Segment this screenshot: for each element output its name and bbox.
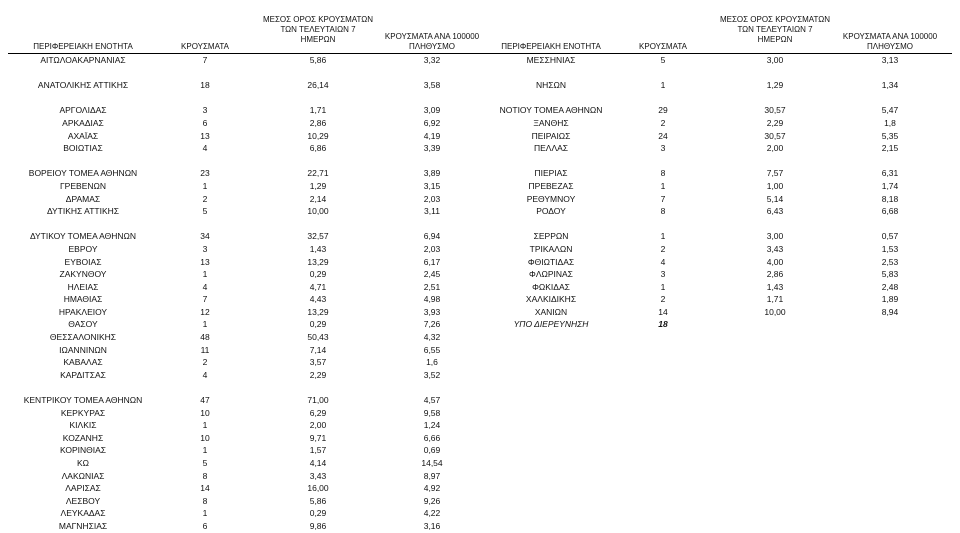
left-avg-cell: 1,43 (309, 243, 327, 254)
left-region-cell: ΖΑΚΥΝΘΟΥ (59, 269, 107, 280)
left-per100k-cell: 6,17 (423, 256, 441, 267)
left-cases-cell: 2 (202, 357, 208, 368)
left-cases-cell: 13 (200, 256, 210, 267)
right-region-cell: ΦΘΙΩΤΙΔΑΣ (527, 256, 575, 267)
left-header-per100k (372, 32, 492, 52)
right-avg-cell: 6,43 (766, 206, 784, 217)
row-spacer (170, 92, 240, 105)
left-cases-cell: 18 (200, 80, 210, 91)
left-avg-cell: 0,29 (309, 319, 327, 330)
left-avg-cell: 9,86 (309, 520, 327, 531)
right-per100k-cell: 1,8 (884, 117, 896, 128)
left-cases-cell: 5 (202, 458, 208, 468)
left-avg-cell: 6,86 (309, 143, 327, 154)
left-region-cell: ΑΝΑΤΟΛΙΚΗΣ ΑΤΤΙΚΗΣ (37, 80, 129, 91)
right-header-avg (705, 15, 845, 45)
right-header-per100k (830, 32, 950, 52)
left-per100k-cell: 4,92 (423, 483, 441, 494)
right-cases-cell: 1 (660, 231, 666, 242)
right-per100k-cell: 6,31 (881, 168, 899, 179)
left-avg-cell: 5,86 (309, 495, 327, 506)
row-spacer (476, 92, 626, 105)
left-avg-cell: 4,71 (309, 281, 327, 292)
left-per100k-cell: 3,89 (423, 168, 441, 179)
row-spacer (170, 381, 240, 394)
right-per100k-cell: 1,74 (881, 180, 899, 191)
right-region-cell: ΥΠΟ ΔΙΕΡΕΥΝΗΣΗ (513, 319, 589, 330)
left-region-column (8, 54, 158, 533)
left-cases-cell: 8 (202, 495, 208, 506)
row-spacer (278, 381, 358, 394)
right-cases-cell: 2 (660, 294, 666, 305)
row-spacer (170, 155, 240, 168)
left-cases-cell: 47 (200, 395, 210, 406)
left-per100k-cell: 6,55 (423, 344, 441, 355)
right-avg-cell: 30,57 (764, 105, 786, 116)
left-per100k-cell: 3,09 (423, 105, 441, 116)
right-avg-cell: 1,29 (766, 80, 784, 91)
left-header-avg-line1: ΜΕΣΟΣ ΟΡΟΣ ΚΡΟΥΣΜΑΤΩΝ (262, 15, 374, 24)
right-cases-cell: 24 (658, 130, 668, 141)
left-header-avg-line3: ΗΜΕΡΩΝ (300, 35, 336, 44)
left-avg-cell: 6,29 (309, 407, 327, 418)
left-cases-cell: 6 (202, 520, 208, 531)
left-avg-cell: 5,86 (309, 55, 327, 65)
left-region-cell: ΚΑΡΔΙΤΣΑΣ (60, 369, 106, 380)
right-region-cell: ΠΙΕΡΙΑΣ (534, 168, 568, 179)
left-cases-cell: 3 (202, 105, 208, 116)
left-region-cell: ΚΟΡΙΝΘΙΑΣ (59, 445, 107, 456)
left-cases-cell: 1 (202, 508, 208, 519)
row-spacer (392, 155, 472, 168)
left-avg-cell: 2,86 (309, 117, 327, 128)
left-avg-cell: 50,43 (307, 332, 329, 343)
row-spacer (8, 92, 158, 105)
left-per100k-cell: 6,92 (423, 117, 441, 128)
left-per100k-cell: 4,19 (423, 130, 441, 141)
right-per100k-cell: 1,53 (881, 243, 899, 254)
right-avg-cell: 3,43 (766, 243, 784, 254)
right-per100k-cell: 5,47 (881, 105, 899, 116)
left-cases-cell: 1 (202, 319, 208, 330)
left-cases-cell: 34 (200, 231, 210, 242)
left-region-cell: ΚΟΖΑΝΗΣ (62, 432, 104, 443)
right-avg-cell: 3,00 (766, 231, 784, 242)
left-avg-cell: 32,57 (307, 231, 329, 242)
right-avg-cell: 30,57 (764, 130, 786, 141)
left-per100k-cell: 2,51 (423, 281, 441, 292)
row-spacer (8, 381, 158, 394)
left-cases-cell: 10 (200, 432, 210, 443)
right-avg-cell (735, 318, 815, 331)
left-per100k-cell: 2,03 (423, 243, 441, 254)
right-region-cell: ΠΕΙΡΑΙΩΣ (531, 130, 571, 141)
row-spacer (8, 155, 158, 168)
left-per100k-cell: 4,98 (423, 294, 441, 305)
left-region-cell: ΓΡΕΒΕΝΩΝ (60, 180, 106, 191)
left-per100k-cell: 2,03 (423, 193, 441, 204)
left-cases-cell: 14 (200, 483, 210, 494)
row-spacer (628, 67, 698, 80)
right-per100k-cell: 1,34 (881, 80, 899, 91)
left-cases-cell: 11 (200, 344, 210, 355)
left-per100k-cell: 9,58 (423, 407, 441, 418)
left-avg-cell: 2,14 (309, 193, 327, 204)
left-region-cell: ΜΑΓΝΗΣΙΑΣ (58, 520, 108, 531)
left-avg-cell: 4,14 (309, 458, 327, 468)
row-spacer (392, 381, 472, 394)
left-per100k-cell: 3,16 (423, 520, 441, 531)
left-region-cell: ΑΡΓΟΛΙΔΑΣ (59, 105, 107, 116)
left-avg-cell: 0,29 (309, 508, 327, 519)
left-region-cell: ΘΕΣΣΑΛΟΝΙΚΗΣ (49, 332, 117, 343)
right-avg-cell: 10,00 (764, 306, 786, 317)
right-cases-column (628, 54, 698, 331)
right-region-cell: ΦΩΚΙΔΑΣ (532, 281, 570, 292)
left-header-cases: ΚΡΟΥΣΜΑΤΑ (181, 42, 229, 51)
left-region-cell: ΑΡΚΑΔΙΑΣ (62, 117, 104, 128)
right-cases-cell: 2 (660, 243, 666, 254)
right-per100k-cell: 3,13 (881, 55, 899, 65)
right-header-cases: ΚΡΟΥΣΜΑΤΑ (639, 42, 687, 51)
left-cases-cell: 8 (202, 470, 208, 481)
right-cases-cell: 8 (660, 168, 666, 179)
left-avg-cell: 3,43 (309, 470, 327, 481)
right-header-avg-line2: ΤΩΝ ΤΕΛΕΥΤΑΙΩΝ 7 (737, 25, 813, 34)
left-avg-cell: 10,29 (307, 130, 329, 141)
row-spacer (8, 67, 158, 80)
right-avg-cell: 7,57 (766, 168, 784, 179)
left-per100k-cell: 1,24 (423, 420, 441, 431)
right-per100k-column (850, 54, 930, 331)
left-per100k-cell: 0,69 (423, 445, 441, 456)
row-spacer (170, 218, 240, 231)
row-spacer (392, 218, 472, 231)
right-avg-cell: 2,86 (766, 269, 784, 280)
left-per100k-cell: 3,39 (423, 143, 441, 154)
right-region-cell: ΡΟΔΟΥ (536, 206, 566, 217)
left-avg-cell: 1,57 (309, 445, 327, 456)
left-avg-cell: 2,29 (309, 369, 327, 380)
right-avg-cell: 5,14 (766, 193, 784, 204)
left-region-cell: ΗΛΕΙΑΣ (67, 281, 99, 292)
right-cases-cell: 29 (658, 105, 668, 116)
right-region-cell: ΝΗΣΩΝ (535, 80, 567, 91)
right-avg-cell: 2,00 (766, 143, 784, 154)
right-per100k-cell: 6,68 (881, 206, 899, 217)
left-region-cell: ΛΕΥΚΑΔΑΣ (60, 508, 106, 519)
right-header-per100k-line1: ΚΡΟΥΣΜΑΤΑ ΑΝΑ 100000 (842, 32, 938, 41)
right-avg-cell: 4,00 (766, 256, 784, 267)
left-per100k-cell: 6,66 (423, 432, 441, 443)
left-region-cell: ΚΕΝΤΡΙΚΟΥ ΤΟΜΕΑ ΑΘΗΝΩΝ (23, 395, 143, 406)
left-region-cell: ΚΩ (76, 458, 90, 468)
right-per100k-cell: 0,57 (881, 231, 899, 242)
right-region-cell: ΡΕΘΥΜΝΟΥ (526, 193, 576, 204)
left-region-cell: ΛΑΡΙΣΑΣ (65, 483, 101, 494)
left-header-avg (248, 15, 388, 45)
left-per100k-cell: 3,58 (423, 80, 441, 91)
left-cases-cell: 3 (202, 243, 208, 254)
right-region-cell: ΠΕΛΛΑΣ (533, 143, 569, 154)
left-per100k-cell: 3,15 (423, 180, 441, 191)
right-header-avg-line1: ΜΕΣΟΣ ΟΡΟΣ ΚΡΟΥΣΜΑΤΩΝ (719, 15, 831, 24)
left-avg-cell: 13,29 (307, 306, 329, 317)
left-per100k-cell: 4,32 (423, 332, 441, 343)
right-region-cell: ΜΕΣΣΗΝΙΑΣ (526, 55, 576, 65)
right-per100k-cell: 8,94 (881, 306, 899, 317)
row-spacer (850, 218, 930, 231)
left-cases-cell: 23 (200, 168, 210, 179)
left-avg-cell: 0,29 (309, 269, 327, 280)
left-per100k-column (392, 54, 472, 533)
left-avg-cell: 4,43 (309, 294, 327, 305)
left-per100k-cell: 4,22 (423, 508, 441, 519)
row-spacer (476, 67, 626, 80)
left-header-per100k-line2: ΠΛΗΘΥΣΜΟ (408, 42, 456, 51)
right-per100k-cell (850, 318, 930, 331)
left-region-cell: ΔΥΤΙΚΗΣ ΑΤΤΙΚΗΣ (46, 206, 120, 217)
right-per100k-cell: 1,89 (881, 294, 899, 305)
left-per100k-cell: 8,97 (423, 470, 441, 481)
right-cases-cell: 5 (660, 55, 666, 65)
left-region-cell: ΚΑΒΑΛΑΣ (63, 357, 103, 368)
left-region-cell: ΔΥΤΙΚΟΥ ΤΟΜΕΑ ΑΘΗΝΩΝ (29, 231, 137, 242)
right-avg-cell: 3,00 (766, 55, 784, 65)
left-cases-cell: 7 (202, 55, 208, 65)
left-avg-cell: 2,00 (309, 420, 327, 431)
right-per100k-cell: 5,35 (881, 130, 899, 141)
left-cases-cell: 4 (202, 369, 208, 380)
left-avg-cell: 7,14 (309, 344, 327, 355)
left-per100k-cell: 14,54 (421, 458, 443, 468)
right-cases-cell: 1 (660, 281, 666, 292)
left-cases-cell: 2 (202, 193, 208, 204)
left-per100k-cell: 3,11 (424, 206, 440, 217)
right-region-cell: ΤΡΙΚΑΛΩΝ (529, 243, 573, 254)
left-per100k-cell: 3,32 (423, 55, 441, 65)
right-per100k-cell: 2,53 (881, 256, 899, 267)
row-spacer (392, 67, 472, 80)
left-cases-cell: 12 (200, 306, 210, 317)
left-cases-cell: 5 (202, 206, 208, 217)
left-cases-cell: 13 (200, 130, 210, 141)
row-spacer (476, 218, 626, 231)
left-region-cell: ΑΧΑΪΑΣ (67, 130, 99, 141)
right-cases-cell: 18 (658, 319, 668, 330)
left-per100k-cell: 7,26 (423, 319, 441, 330)
right-per100k-cell: 5,83 (881, 269, 899, 280)
row-spacer (170, 67, 240, 80)
right-avg-column (735, 54, 815, 331)
left-avg-column (278, 54, 358, 533)
left-avg-cell: 10,00 (307, 206, 329, 217)
right-avg-cell: 1,71 (766, 294, 784, 305)
row-spacer (850, 67, 930, 80)
left-region-cell: ΔΡΑΜΑΣ (65, 193, 101, 204)
left-avg-cell: 1,29 (309, 180, 327, 191)
left-region-cell: ΗΜΑΘΙΑΣ (63, 294, 103, 305)
row-spacer (278, 155, 358, 168)
right-region-cell: ΝΟΤΙΟΥ ΤΟΜΕΑ ΑΘΗΝΩΝ (499, 105, 603, 116)
row-spacer (735, 218, 815, 231)
left-cases-cell: 48 (200, 332, 210, 343)
right-cases-cell: 7 (660, 193, 666, 204)
left-region-cell: ΑΙΤΩΛΟΑΚΑΡΝΑΝΙΑΣ (40, 55, 126, 65)
left-cases-cell: 1 (202, 420, 208, 431)
left-region-cell: ΙΩΑΝΝΙΝΩΝ (59, 344, 107, 355)
left-region-cell: ΘΑΣΟΥ (68, 319, 98, 330)
left-avg-cell: 26,14 (307, 80, 329, 91)
left-cases-cell: 1 (202, 445, 208, 456)
right-header-avg-line3: ΗΜΕΡΩΝ (757, 35, 793, 44)
left-region-cell: ΛΕΣΒΟΥ (65, 495, 101, 506)
left-cases-cell: 7 (202, 294, 208, 305)
left-cases-cell: 6 (202, 117, 208, 128)
right-region-column (476, 54, 626, 331)
right-region-cell: ΞΑΝΘΗΣ (533, 117, 569, 128)
left-per100k-cell: 6,94 (423, 231, 441, 242)
row-spacer (628, 92, 698, 105)
right-header-region: ΠΕΡΙΦΕΡΕΙΑΚΗ ΕΝΟΤΗΤΑ (501, 42, 601, 51)
left-region-cell: ΒΟΡΕΙΟΥ ΤΟΜΕΑ ΑΘΗΝΩΝ (28, 168, 138, 179)
left-cases-cell: 1 (202, 180, 208, 191)
left-avg-cell: 13,29 (307, 256, 329, 267)
row-spacer (392, 92, 472, 105)
right-cases-cell: 3 (660, 143, 666, 154)
left-region-cell: ΚΙΛΚΙΣ (69, 420, 97, 431)
right-cases-cell: 4 (660, 256, 666, 267)
left-region-cell: ΗΡΑΚΛΕΙΟΥ (58, 306, 108, 317)
right-avg-cell: 2,29 (766, 117, 784, 128)
left-per100k-cell: 4,57 (423, 395, 441, 406)
left-avg-cell: 22,71 (307, 168, 329, 179)
left-cases-cell: 1 (202, 269, 208, 280)
left-cases-cell: 10 (200, 407, 210, 418)
left-avg-cell: 1,71 (309, 105, 327, 116)
row-spacer (735, 67, 815, 80)
right-region-cell: ΧΑΛΚΙΔΙΚΗΣ (525, 294, 577, 305)
right-region-cell: ΧΑΝΙΩΝ (534, 306, 568, 317)
left-cases-cell: 4 (202, 143, 208, 154)
right-cases-cell: 1 (660, 180, 666, 191)
left-avg-cell: 71,00 (307, 395, 329, 406)
row-spacer (628, 218, 698, 231)
row-spacer (278, 92, 358, 105)
row-spacer (278, 218, 358, 231)
left-region-cell: ΚΕΡΚΥΡΑΣ (60, 407, 106, 418)
right-per100k-cell: 8,18 (881, 193, 899, 204)
left-per100k-cell: 3,93 (423, 306, 441, 317)
left-cases-column (170, 54, 240, 533)
right-cases-cell: 8 (660, 206, 666, 217)
right-avg-cell: 1,00 (766, 180, 784, 191)
right-per100k-cell: 2,48 (881, 281, 899, 292)
right-cases-cell: 3 (660, 269, 666, 280)
left-avg-cell: 16,00 (307, 483, 329, 494)
row-spacer (476, 155, 626, 168)
row-spacer (628, 155, 698, 168)
left-header-avg-line2: ΤΩΝ ΤΕΛΕΥΤΑΙΩΝ 7 (280, 25, 356, 34)
row-spacer (850, 155, 930, 168)
left-cases-cell: 4 (202, 281, 208, 292)
right-region-cell: ΣΕΡΡΩΝ (533, 231, 569, 242)
left-region-cell: ΛΑΚΩΝΙΑΣ (61, 470, 105, 481)
left-header-region: ΠΕΡΙΦΕΡΕΙΑΚΗ ΕΝΟΤΗΤΑ (33, 42, 133, 51)
left-header-per100k-line1: ΚΡΟΥΣΜΑΤΑ ΑΝΑ 100000 (384, 32, 480, 41)
left-region-cell: ΕΥΒΟΙΑΣ (64, 256, 102, 267)
row-spacer (8, 218, 158, 231)
left-region-cell: ΒΟΙΩΤΙΑΣ (63, 143, 103, 154)
left-per100k-cell: 3,52 (423, 369, 441, 380)
right-region-cell: ΦΛΩΡΙΝΑΣ (529, 269, 573, 280)
left-avg-cell: 9,71 (309, 432, 327, 443)
left-avg-cell: 3,57 (309, 357, 327, 368)
row-spacer (278, 67, 358, 80)
right-avg-cell: 1,43 (766, 281, 784, 292)
left-per100k-cell: 2,45 (423, 269, 441, 280)
left-region-cell: ΕΒΡΟΥ (68, 243, 98, 254)
right-region-cell: ΠΡΕΒΕΖΑΣ (528, 180, 574, 191)
row-spacer (850, 92, 930, 105)
left-per100k-cell: 9,26 (423, 495, 441, 506)
left-per100k-cell: 1,6 (426, 357, 438, 368)
right-cases-cell: 14 (658, 306, 668, 317)
row-spacer (735, 92, 815, 105)
right-header-per100k-line2: ΠΛΗΘΥΣΜΟ (866, 42, 914, 51)
right-per100k-cell: 2,15 (881, 143, 899, 154)
row-spacer (735, 155, 815, 168)
right-cases-cell: 2 (660, 117, 666, 128)
right-cases-cell: 1 (660, 80, 666, 91)
